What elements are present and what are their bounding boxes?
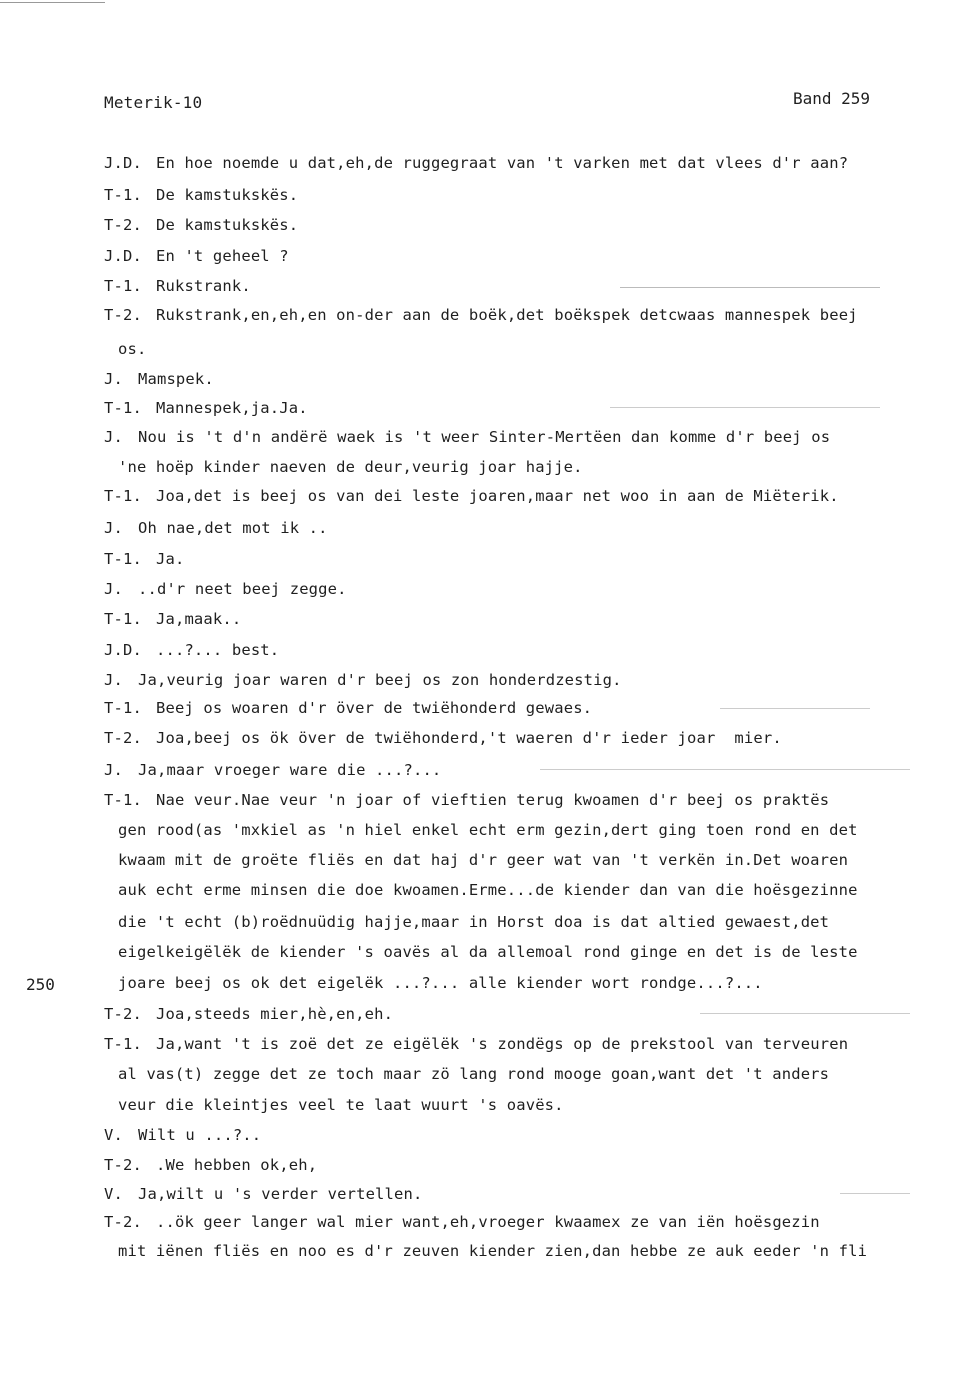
transcript-line bbox=[118, 339, 146, 359]
scan-artifact bbox=[840, 1193, 910, 1194]
line-text: gen rood(as 'mxkiel as 'n hiel enkel echt erm gezin,dert ging toen rond en det bbox=[118, 821, 858, 839]
speaker-label: T-1. bbox=[104, 699, 142, 717]
speaker-label: T-2. bbox=[104, 216, 142, 234]
margin-number: 250 bbox=[26, 975, 55, 994]
line-text: En 't geheel ? bbox=[156, 247, 289, 265]
transcript-line bbox=[104, 518, 328, 538]
line-text: eigelkeigëlëk de kiender 's oavës al da allemoal rond ginge en det is de leste bbox=[118, 943, 858, 961]
speaker-label: V. bbox=[104, 1185, 123, 1203]
speaker-label: J. bbox=[104, 519, 123, 537]
transcript-line bbox=[118, 973, 763, 993]
transcript-line bbox=[104, 1004, 393, 1024]
line-text: Joa,det is beej os van dei leste joaren,maar net woo in aan de Miëterik. bbox=[156, 487, 839, 505]
transcript-line bbox=[104, 640, 279, 660]
line-text: .We hebben ok,eh, bbox=[156, 1156, 318, 1174]
transcript-line bbox=[104, 1034, 848, 1054]
line-text: Ja,veurig joar waren d'r beej os zon honderdzestig. bbox=[138, 671, 622, 689]
line-text: De kamstukskës. bbox=[156, 216, 299, 234]
transcript-line bbox=[104, 486, 839, 506]
transcript-line bbox=[118, 1241, 867, 1261]
transcript-line bbox=[104, 398, 308, 418]
speaker-label: T-1. bbox=[104, 550, 142, 568]
line-text: Ja,maar vroeger ware die ...?... bbox=[138, 761, 442, 779]
line-text: Ja,wilt u 's verder vertellen. bbox=[138, 1185, 423, 1203]
line-text: ..d'r neet beej zegge. bbox=[138, 580, 347, 598]
document-id: Meterik-10 bbox=[104, 93, 203, 112]
transcript-line bbox=[104, 579, 347, 599]
transcript-line bbox=[104, 1155, 317, 1175]
line-text: ..ök geer langer wal mier want,eh,vroeger kwaamex ze van iën hoësgezin bbox=[156, 1213, 820, 1231]
transcript-line bbox=[104, 698, 592, 718]
speaker-label: T-1. bbox=[104, 277, 142, 295]
transcript-line bbox=[104, 790, 829, 810]
scan-artifact bbox=[610, 407, 880, 408]
speaker-label: T-2. bbox=[104, 1156, 142, 1174]
transcript-line bbox=[104, 369, 214, 389]
scan-artifact bbox=[0, 2, 105, 3]
line-text: Mamspek. bbox=[138, 370, 214, 388]
line-text: Joa,steeds mier,hè,en,eh. bbox=[156, 1005, 394, 1023]
speaker-label: T-1. bbox=[104, 399, 142, 417]
speaker-label: J. bbox=[104, 370, 123, 388]
line-text: Ja,maak.. bbox=[156, 610, 242, 628]
speaker-label: T-1. bbox=[104, 186, 142, 204]
transcript-line bbox=[104, 427, 830, 447]
line-text: Oh nae,det mot ik .. bbox=[138, 519, 328, 537]
transcript-line bbox=[118, 1095, 564, 1115]
scan-artifact bbox=[700, 1013, 910, 1014]
scan-artifact bbox=[620, 287, 880, 288]
transcript-line bbox=[118, 880, 858, 900]
line-text: Ja. bbox=[156, 550, 185, 568]
line-text: Rukstrank,en,eh,en on-der aan de boëk,det boëkspek detcwaas mannespek beej bbox=[156, 306, 858, 324]
line-text: Beej os woaren d'r över de twiëhonderd gewaes. bbox=[156, 699, 593, 717]
band-number: Band 259 bbox=[793, 89, 871, 108]
speaker-label: V. bbox=[104, 1126, 123, 1144]
speaker-label: T-2. bbox=[104, 1005, 142, 1023]
speaker-label: T-1. bbox=[104, 610, 142, 628]
line-text: Wilt u ...?.. bbox=[138, 1126, 262, 1144]
transcript-line bbox=[104, 670, 622, 690]
transcript-line bbox=[104, 153, 848, 173]
speaker-label: T-1. bbox=[104, 1035, 142, 1053]
transcript-line bbox=[118, 457, 583, 477]
line-text: joare beej os ok det eigelëk ...?... alle kiender wort rondge...?... bbox=[118, 974, 763, 992]
speaker-label: J. bbox=[104, 671, 123, 689]
line-text: ...?... best. bbox=[156, 641, 280, 659]
transcript-line bbox=[104, 305, 858, 325]
speaker-label: T-2. bbox=[104, 1213, 142, 1231]
line-text: Mannespek,ja.Ja. bbox=[156, 399, 308, 417]
speaker-label: J. bbox=[104, 428, 123, 446]
line-text: auk echt erme minsen die doe kwoamen.Erme...de kiender dan van die hoësgezinne bbox=[118, 881, 858, 899]
transcript-line bbox=[104, 728, 782, 748]
line-text: Nae veur.Nae veur 'n joar of vieftien terug kwoamen d'r beej os praktës bbox=[156, 791, 830, 809]
speaker-label: J. bbox=[104, 761, 123, 779]
transcript-line bbox=[118, 942, 858, 962]
transcript-line bbox=[118, 850, 848, 870]
line-text: Nou is 't d'n andërë waek is 't weer Sinter-Mertëen dan komme d'r beej os bbox=[138, 428, 831, 446]
transcript-line bbox=[118, 820, 858, 840]
line-text: Rukstrank. bbox=[156, 277, 251, 295]
transcript-line bbox=[104, 215, 298, 235]
scan-artifact bbox=[720, 708, 870, 709]
transcript-line bbox=[118, 1064, 829, 1084]
line-text: De kamstukskës. bbox=[156, 186, 299, 204]
speaker-label: J.D. bbox=[104, 154, 142, 172]
transcript-line bbox=[104, 1212, 820, 1232]
transcript-line bbox=[104, 1184, 422, 1204]
speaker-label: T-2. bbox=[104, 729, 142, 747]
transcript-line bbox=[104, 609, 241, 629]
transcript-line bbox=[104, 1125, 261, 1145]
line-text: die 't echt (b)roëdnuüdig hajje,maar in Horst doa is dat altied gewaest,det bbox=[118, 913, 830, 931]
speaker-label: J.D. bbox=[104, 641, 142, 659]
scan-artifact bbox=[540, 769, 910, 770]
transcript-line bbox=[104, 760, 441, 780]
line-text: mit iënen fliës en noo es d'r zeuven kiender zien,dan hebbe ze auk eeder 'n fli bbox=[118, 1242, 868, 1260]
line-text: kwaam mit de groëte fliës en dat haj d'r geer wat van 't verkën in.Det woaren bbox=[118, 851, 849, 869]
transcript-line bbox=[104, 549, 184, 569]
line-text: En hoe noemde u dat,eh,de ruggegraat van 't varken met dat vlees d'r aan? bbox=[156, 154, 849, 172]
speaker-label: T-1. bbox=[104, 791, 142, 809]
line-text: al vas(t) zegge det ze toch maar zö lang rond mooge goan,want det 't anders bbox=[118, 1065, 830, 1083]
speaker-label: J.D. bbox=[104, 247, 142, 265]
transcript-line bbox=[104, 246, 289, 266]
line-text: os. bbox=[118, 340, 147, 358]
line-text: Joa,beej os ök över de twiëhonderd,'t waeren d'r ieder joar mier. bbox=[156, 729, 782, 747]
transcript-line bbox=[118, 912, 829, 932]
line-text: Ja,want 't is zoë det ze eigëlëk 's zondëgs op de prekstool van terveuren bbox=[156, 1035, 849, 1053]
transcript-line bbox=[104, 185, 298, 205]
transcript-line bbox=[104, 276, 251, 296]
speaker-label: J. bbox=[104, 580, 123, 598]
line-text: 'ne hoëp kinder naeven de deur,veurig joar hajje. bbox=[118, 458, 583, 476]
line-text: veur die kleintjes veel te laat wuurt 's oavës. bbox=[118, 1096, 564, 1114]
speaker-label: T-1. bbox=[104, 487, 142, 505]
speaker-label: T-2. bbox=[104, 306, 142, 324]
